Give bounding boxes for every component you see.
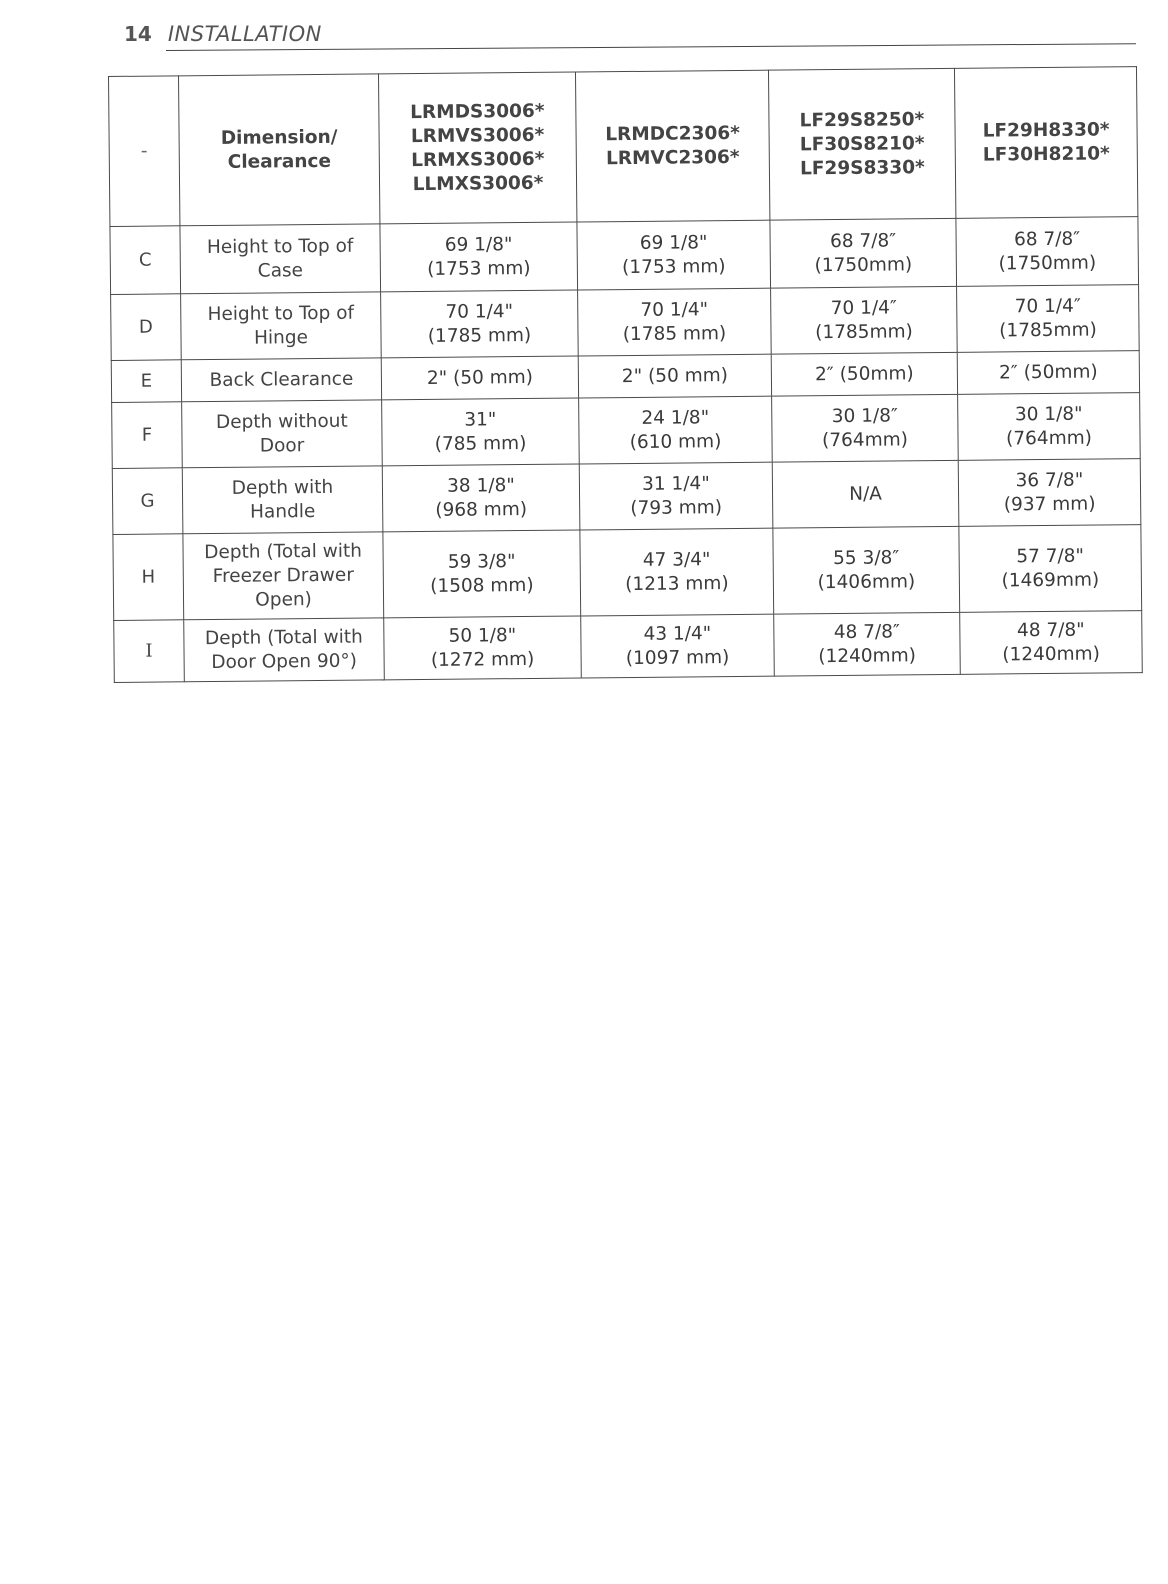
model-number: LF29S8250* xyxy=(799,108,925,131)
value-cell xyxy=(774,612,961,676)
dimension-label-line: Handle xyxy=(249,500,316,523)
page-number: 14 xyxy=(124,22,152,46)
value-mm: (1406mm) xyxy=(817,570,916,593)
value-cell xyxy=(578,288,772,356)
value-inches: 43 1/4" xyxy=(643,622,712,645)
value-cell xyxy=(771,352,957,396)
value-inches: 30 1/8" xyxy=(1014,403,1083,425)
model-number: LRMDS3006* xyxy=(410,100,545,123)
value-inches: 2″ (50mm) xyxy=(998,361,1098,383)
value-cell xyxy=(960,611,1143,675)
value-mm: (793 mm) xyxy=(630,496,723,519)
row-letter: H xyxy=(113,534,184,621)
model-number: LF29S8330* xyxy=(799,156,925,179)
value-cell xyxy=(579,396,773,464)
value-inches: 70 1/4" xyxy=(640,298,709,321)
value-inches: 2″ (50mm) xyxy=(814,362,914,385)
table-row xyxy=(111,285,1140,361)
value-cell xyxy=(771,286,958,354)
value-inches: 38 1/8" xyxy=(446,474,515,497)
value-inches: 69 1/8" xyxy=(639,231,708,254)
model-number: LF29H8330* xyxy=(982,118,1110,142)
dimension-label-line: Height to Top of xyxy=(207,302,355,325)
model-group-header xyxy=(768,68,955,220)
value-mm: (1272 mm) xyxy=(430,648,535,671)
value-mm: (764mm) xyxy=(822,428,909,451)
row-letter: I xyxy=(114,620,185,683)
value-cell xyxy=(382,398,580,466)
value-mm: (1097 mm) xyxy=(625,646,730,669)
model-number: LRMDC2306* xyxy=(605,122,740,145)
table-row xyxy=(113,525,1142,621)
value-cell xyxy=(383,530,581,618)
value-inches: 48 7/8″ xyxy=(833,620,901,643)
row-letter: E xyxy=(111,360,181,403)
row-letter: F xyxy=(112,402,183,469)
value-cell xyxy=(959,525,1142,613)
value-inches: 31" xyxy=(464,408,497,431)
value-inches: 55 3/8″ xyxy=(832,546,900,569)
dimension-header-line: Dimension/ xyxy=(220,126,338,149)
table-row xyxy=(114,611,1143,683)
value-mm: (1753 mm) xyxy=(622,255,726,278)
value-cell xyxy=(580,528,774,616)
value-mm: (1785mm) xyxy=(815,320,913,343)
value-mm: (1469mm) xyxy=(1001,569,1100,591)
value-inches: 68 7/8″ xyxy=(829,229,897,252)
value-mm: (1785mm) xyxy=(999,319,1097,341)
row-letter: C xyxy=(110,226,181,295)
model-group-header xyxy=(378,72,576,224)
dimension-label-line: Case xyxy=(257,259,304,282)
dimension-table xyxy=(108,66,1143,683)
dimension-label xyxy=(183,532,384,620)
value-mm: (937 mm) xyxy=(1003,493,1096,515)
dimension-header xyxy=(179,74,380,226)
dimension-header-line: Clearance xyxy=(227,150,332,173)
value-mm: (764mm) xyxy=(1006,427,1093,449)
value-cell xyxy=(773,526,960,614)
model-group-header xyxy=(575,70,769,222)
value-cell xyxy=(956,217,1139,287)
table-row xyxy=(112,393,1141,469)
model-number: LLMXS3006* xyxy=(412,172,544,195)
value-inches: 69 1/8" xyxy=(444,233,513,256)
value-inches: 59 3/8" xyxy=(447,550,516,573)
model-number: LF30H8210* xyxy=(982,142,1110,166)
value-mm: (1750mm) xyxy=(814,253,913,276)
value-mm: (1750mm) xyxy=(998,252,1097,274)
value-cell xyxy=(957,285,1140,353)
value-inches: 70 1/4" xyxy=(445,300,514,323)
value-inches: 2" (50 mm) xyxy=(426,366,534,389)
model-number: LRMXS3006* xyxy=(411,148,545,171)
value-inches: 48 7/8" xyxy=(1016,619,1085,641)
value-mm: (610 mm) xyxy=(629,430,722,453)
dimension-label-line: Depth without xyxy=(215,410,348,433)
value-cell xyxy=(770,218,957,288)
page-header xyxy=(124,22,322,46)
model-number: LF30S8210* xyxy=(799,132,925,155)
value-cell xyxy=(578,354,771,398)
value-cell xyxy=(957,351,1139,395)
value-cell xyxy=(577,220,771,290)
value-inches: 31 1/4" xyxy=(641,472,710,495)
value-mm: (968 mm) xyxy=(435,498,528,521)
value-mm: (1240mm) xyxy=(1002,643,1100,665)
value-inches: 47 3/4" xyxy=(642,548,711,571)
corner-mark: - xyxy=(140,140,148,162)
value-inches: 2" (50 mm) xyxy=(621,364,729,387)
value-mm: (1785 mm) xyxy=(427,324,532,347)
dimension-label-line: Open) xyxy=(255,588,312,611)
value-inches: 30 1/8″ xyxy=(831,404,898,427)
value-mm: (785 mm) xyxy=(434,432,527,455)
dimension-label xyxy=(181,292,382,360)
value-cell xyxy=(381,290,579,358)
value-inches: 24 1/8" xyxy=(641,406,710,429)
value-inches: 57 7/8" xyxy=(1016,545,1085,567)
table-header-row xyxy=(109,67,1138,227)
value-cell xyxy=(381,356,578,400)
row-letter: D xyxy=(111,294,182,361)
value-mm: (1213 mm) xyxy=(625,572,729,595)
value-mm: (1240mm) xyxy=(818,644,916,667)
dimension-label-line: Depth (Total with xyxy=(204,626,363,649)
table-row xyxy=(112,459,1141,535)
dimension-label-line: Freezer Drawer xyxy=(212,564,354,587)
section-title: INSTALLATION xyxy=(167,22,322,46)
dimension-label xyxy=(182,400,383,468)
model-number: LRMVC2306* xyxy=(605,146,740,169)
dimension-label-line: Door Open 90°) xyxy=(211,650,358,673)
dimension-label-line: Hinge xyxy=(253,326,309,349)
value-inches: 36 7/8" xyxy=(1015,469,1084,491)
value-cell xyxy=(384,616,582,680)
value-mm: (1753 mm) xyxy=(427,257,531,280)
value-cell xyxy=(772,460,959,528)
value-cell xyxy=(958,459,1141,527)
value-inches: 70 1/4″ xyxy=(830,296,897,319)
corner-cell xyxy=(109,76,180,227)
value-mm: (1785 mm) xyxy=(622,322,727,345)
model-number: LRMVS3006* xyxy=(410,124,545,147)
dimension-table-wrapper xyxy=(108,66,1142,683)
model-group-header xyxy=(954,67,1137,219)
table-row xyxy=(110,217,1139,295)
value-inches: 70 1/4″ xyxy=(1014,295,1081,317)
value-cell xyxy=(380,222,578,292)
value-cell xyxy=(581,614,775,678)
dimension-label xyxy=(184,618,385,682)
value-cell xyxy=(579,462,773,530)
dimension-label-line: Depth with xyxy=(231,476,334,499)
dimension-label-line: Depth (Total with xyxy=(204,540,363,563)
value-inches: N/A xyxy=(849,483,883,505)
value-cell xyxy=(958,393,1141,461)
row-letter: G xyxy=(112,468,183,535)
dimension-label xyxy=(180,224,381,294)
dimension-label-line: Height to Top of xyxy=(206,235,354,258)
value-inches: 50 1/8" xyxy=(448,624,517,647)
dimension-label xyxy=(182,466,383,534)
value-inches: 68 7/8″ xyxy=(1013,228,1081,250)
dimension-label xyxy=(181,358,381,402)
value-cell xyxy=(382,464,580,532)
dimension-label-line: Door xyxy=(259,434,305,457)
value-mm: (1508 mm) xyxy=(430,574,534,597)
value-cell xyxy=(772,394,959,462)
dimension-label-line: Back Clearance xyxy=(209,368,354,391)
